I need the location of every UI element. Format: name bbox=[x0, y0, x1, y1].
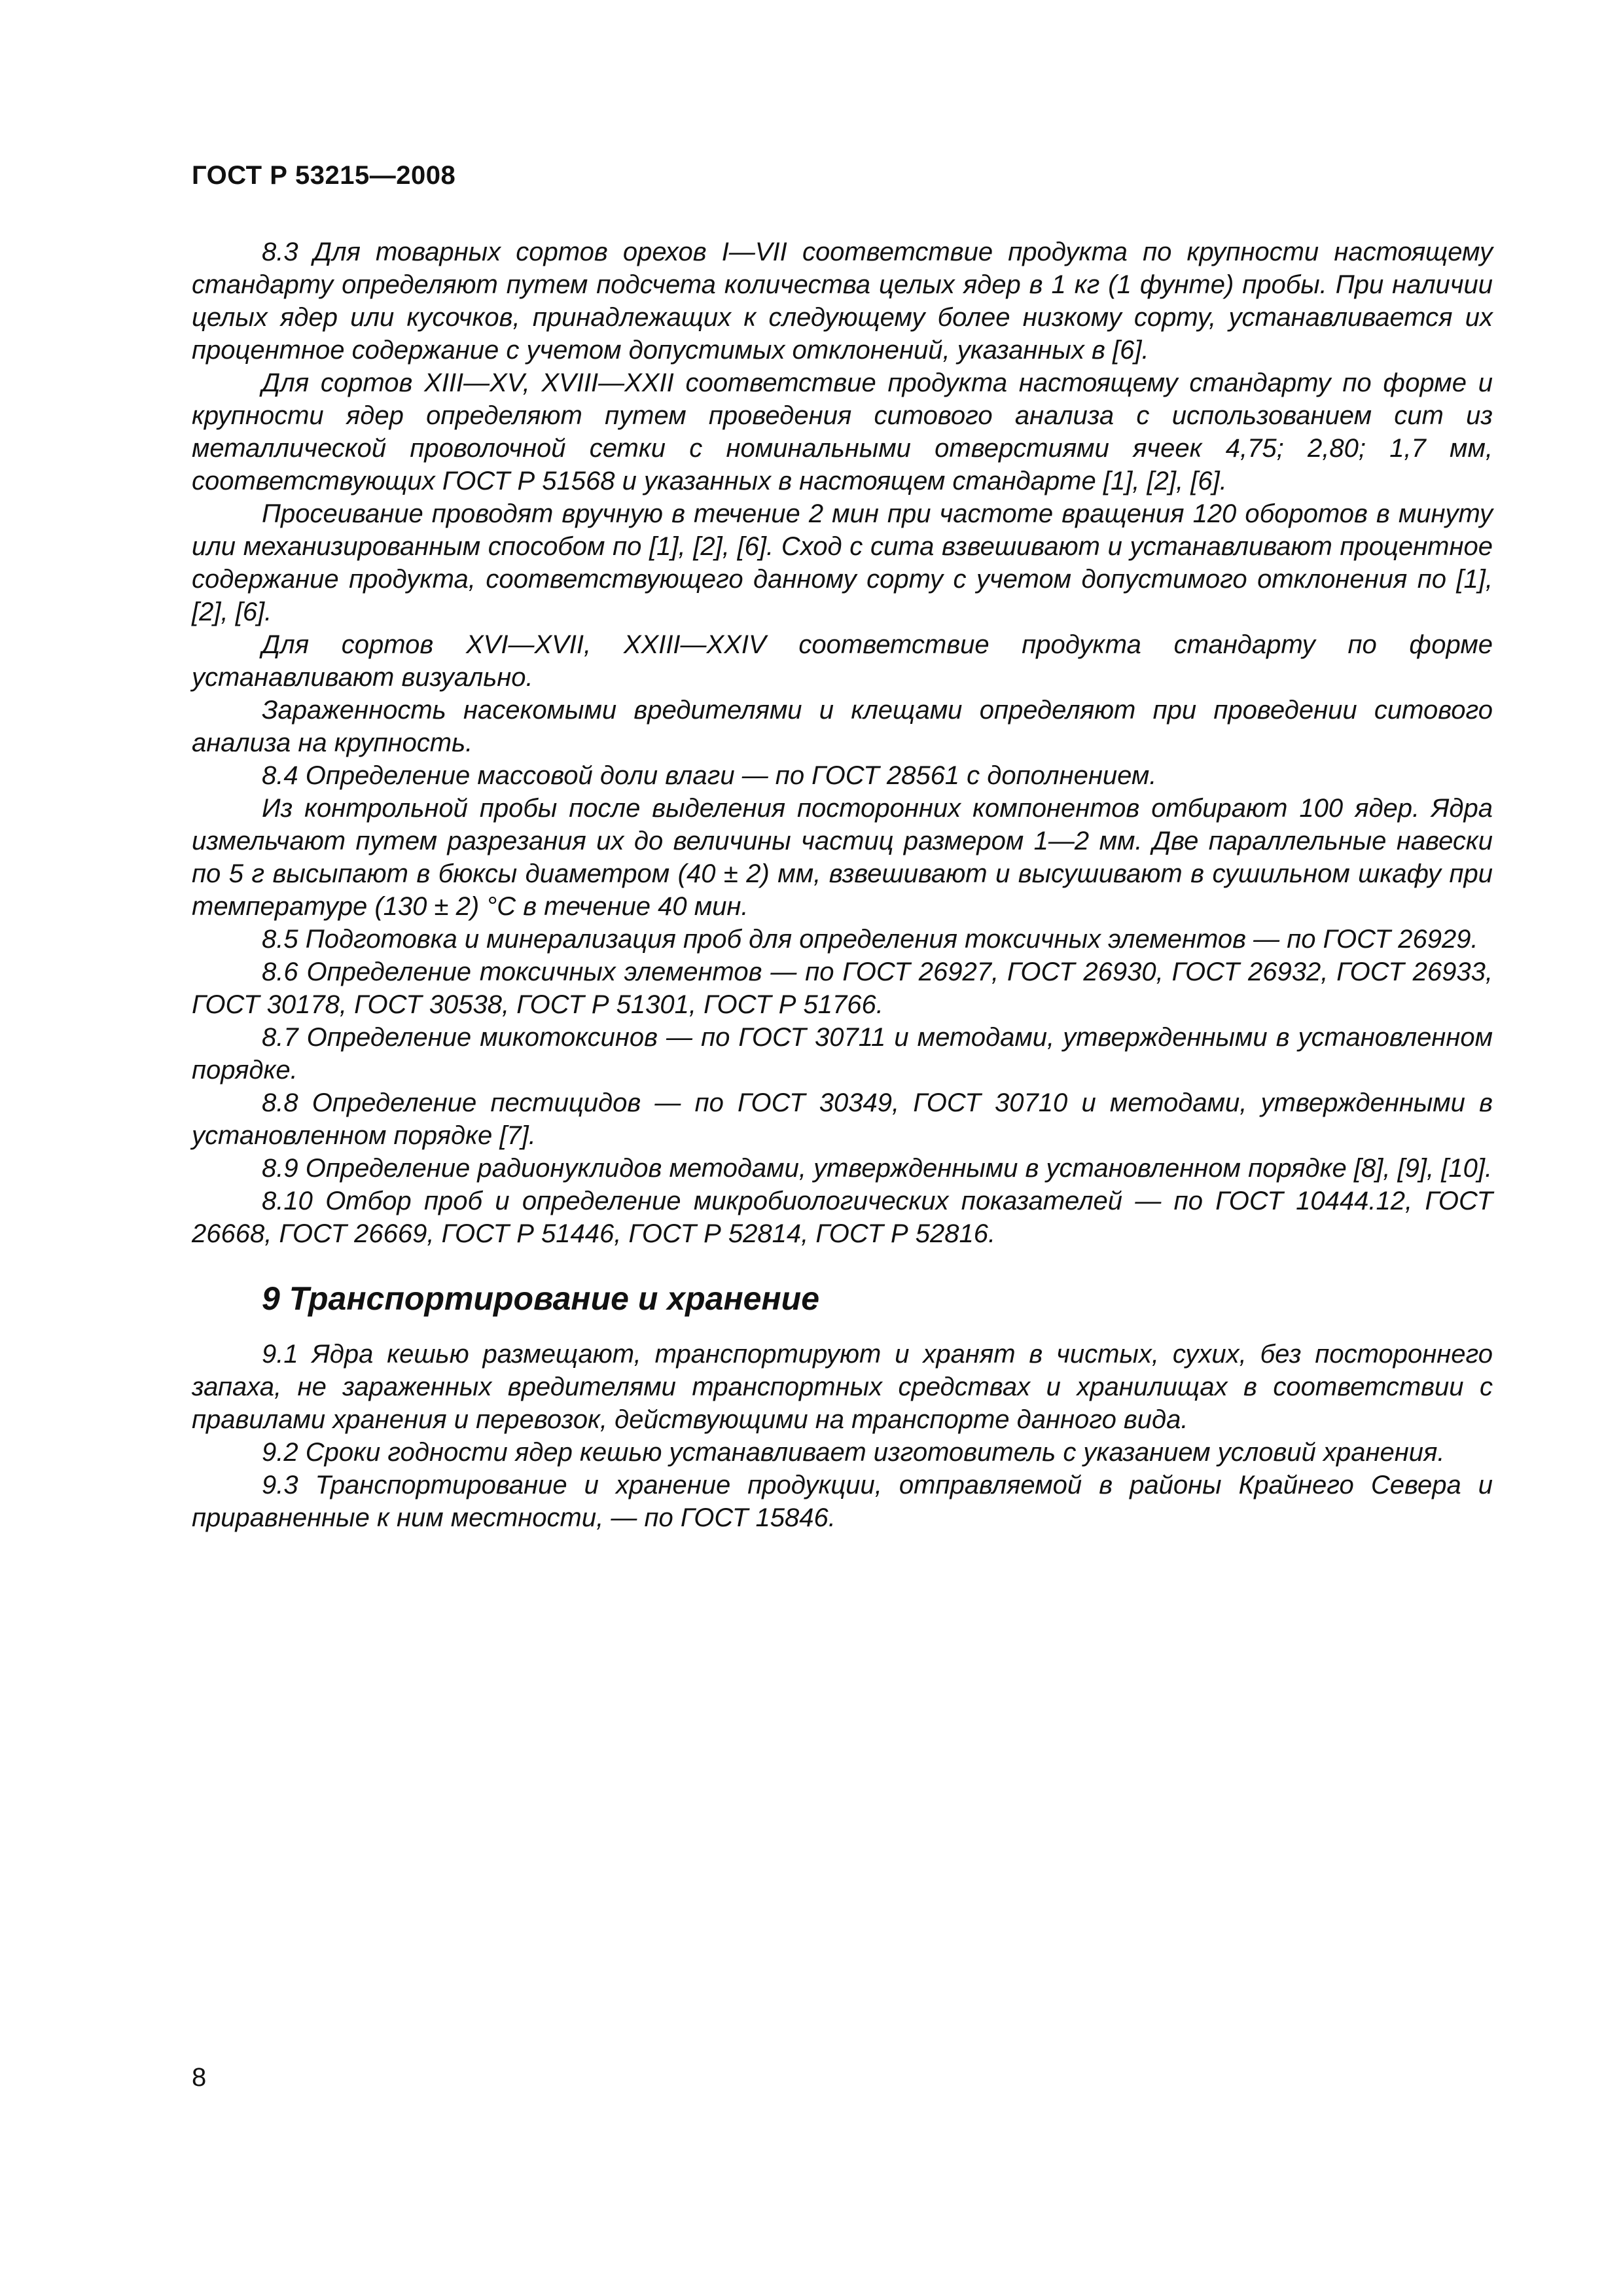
paragraph-8-4: 8.4 Определение массовой доли влаги — по ГОСТ 28561 с дополнением. bbox=[262, 761, 1157, 790]
paragraph-9-3: 9.3 Транспортирование и хранение продукции, отправляемой в районы Крайнего Севера и приравненные к ним местности, — по ГОСТ 15846. bbox=[192, 1471, 1493, 1532]
section-9-title: 9 Транспортирование и хранение bbox=[262, 1280, 820, 1317]
paragraph-visual-check: Для сортов XVI—XVII, XXIII—XXIV соответствие продукта стандарту по форме устанавливают визуально. bbox=[192, 630, 1493, 692]
document-header: ГОСТ Р 53215—2008 bbox=[192, 161, 456, 190]
paragraph-8-7: 8.7 Определение микотоксинов — по ГОСТ 30711 и методами, утвержденными в установленном порядке. bbox=[192, 1023, 1493, 1085]
paragraph-8-5: 8.5 Подготовка и минерализация проб для определения токсичных элементов — по ГОСТ 26929. bbox=[262, 925, 1478, 954]
paragraph-8-6: 8.6 Определение токсичных элементов — по ГОСТ 26927, ГОСТ 26930, ГОСТ 26932, ГОСТ 26933, ГОСТ 30178, ГОСТ 30538, ГОСТ Р 51301, ГОСТ Р 51766. bbox=[192, 958, 1493, 1019]
paragraph-8-8: 8.8 Определение пестицидов — по ГОСТ 30349, ГОСТ 30710 и методами, утвержденными в установленном порядке [7]. bbox=[192, 1088, 1493, 1150]
paragraph-pest-infestation: Зараженность насекомыми вредителями и клещами определяют при проведении ситового анализа на крупность. bbox=[192, 696, 1493, 757]
paragraph-sieve-analysis: Для сортов XIII—XV, XVIII—XXII соответствие продукта настоящему стандарту по форме и крупности ядер определяют путем проведения ситового анализа с использованием сит из металлической проволочной сетки с номинальными отверстиями ячеек 4,75; 2,80; 1,7 мм, соответствующих ГОСТ Р 51568 и указанных в настоящем стандарте [1], [2], [6]. bbox=[192, 368, 1493, 495]
paragraph-8-10: 8.10 Отбор проб и определение микробиологических показателей — по ГОСТ 10444.12, ГОСТ 26668, ГОСТ 26669, ГОСТ Р 51446, ГОСТ Р 52814, ГОСТ Р 52816. bbox=[192, 1187, 1493, 1248]
page-number: 8 bbox=[192, 2063, 207, 2092]
paragraph-sifting: Просеивание проводят вручную в течение 2 мин при частоте вращения 120 оборотов в минуту или механизированным способом по [1], [2], [6]. Сход с сита взвешивают и устанавливают процентное содержание продукта, соответствующего данному сорту с учетом допустимого отклонения по [1], [2], [6]. bbox=[192, 499, 1493, 626]
paragraph-8-9: 8.9 Определение радионуклидов методами, утвержденными в установленном порядке [8], [9], [10]. bbox=[262, 1154, 1493, 1183]
paragraph-8-3: 8.3 Для товарных сортов орехов I—VII соответствие продукта по крупности настоящему стандарту определяют путем подсчета количества целых ядер в 1 кг (1 фунте) пробы. При наличии целых ядер или кусочков, принадлежащих к следующему более низкому сорту, устанавливается их процентное содержание с учетом допустимых отклонений, указанных в [6]. bbox=[192, 238, 1493, 365]
paragraph-9-1: 9.1 Ядра кешью размещают, транспортируют и хранят в чистых, сухих, без постороннего запаха, не зараженных вредителями транспортных средствах и хранилищах в соответствии с правилами хранения и перевозок, действующими на транспорте данного вида. bbox=[192, 1340, 1493, 1434]
paragraph-moisture-method: Из контрольной пробы после выделения посторонних компонентов отбирают 100 ядер. Ядра измельчают путем разрезания их до величины частиц размером 1—2 мм. Две параллельные навески по 5 г высыпают в бюксы диаметром (40 ± 2) мм, взвешивают и высушивают в сушильном шкафу при температуре (130 ± 2) °С в течение 40 мин. bbox=[192, 794, 1493, 921]
page-content bbox=[192, 236, 1493, 1534]
paragraph-9-2: 9.2 Сроки годности ядер кешью устанавливает изготовитель с указанием условий хранения. bbox=[262, 1438, 1445, 1467]
